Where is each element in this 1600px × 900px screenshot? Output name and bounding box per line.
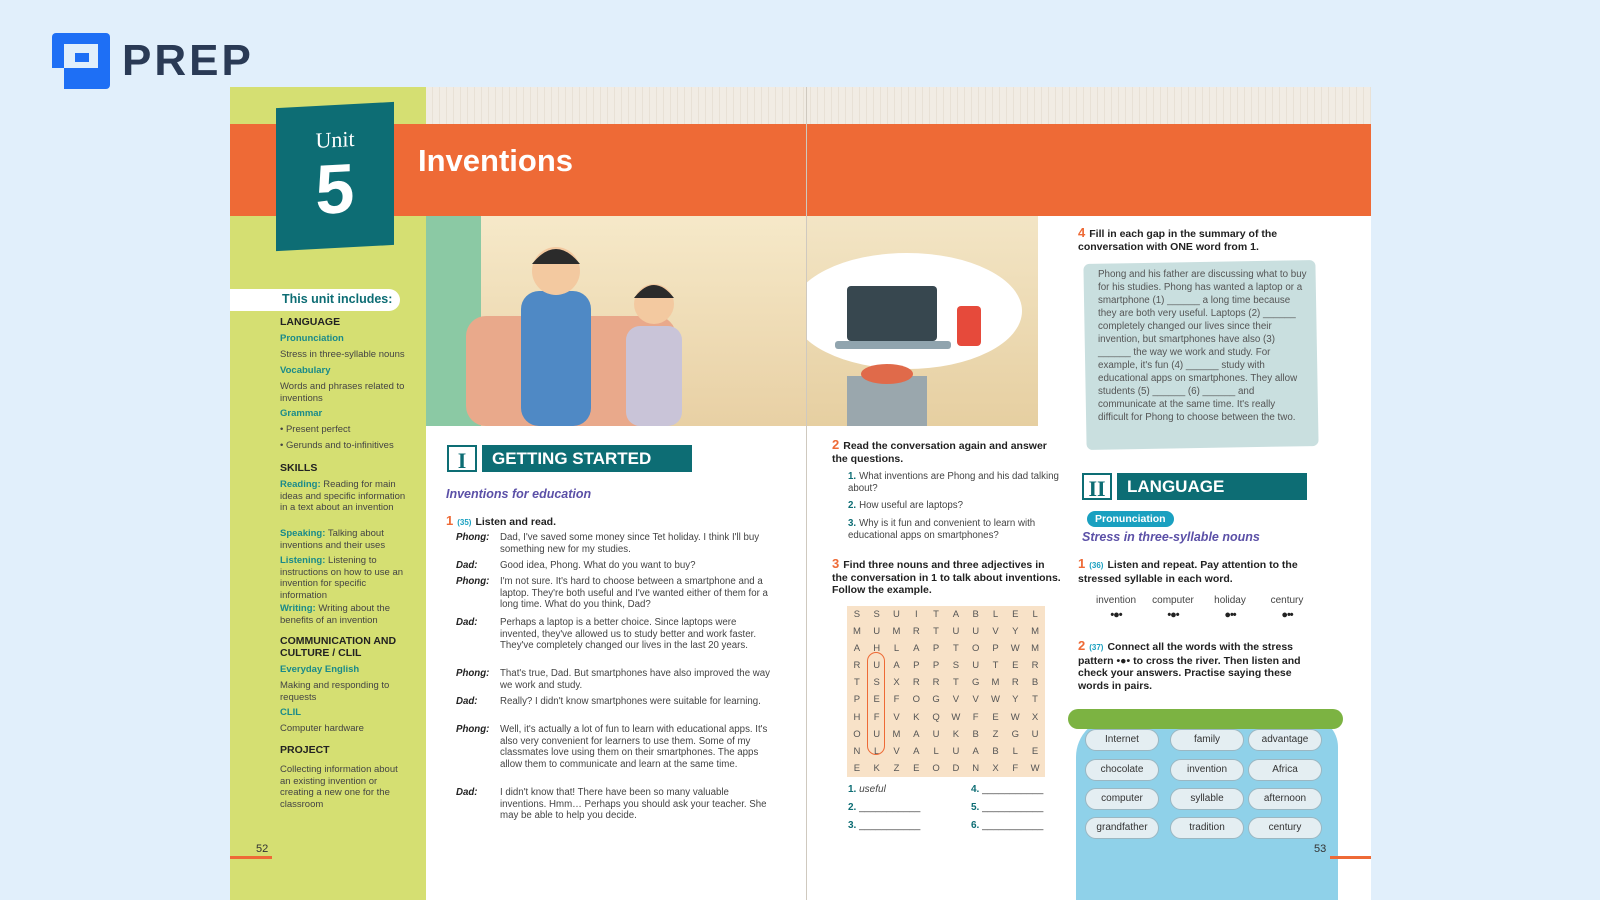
question-3-text: Why is it fun and convenient to learn with educational apps on smartphones? bbox=[848, 518, 1036, 541]
pronunciation-subtitle: Stress in three-syllable nouns bbox=[1082, 530, 1260, 544]
word-search-cell[interactable]: U bbox=[873, 728, 881, 740]
illustration-thought-bubble bbox=[807, 216, 1038, 426]
answer-4-blank[interactable]: ___________ bbox=[982, 784, 1044, 795]
dialogue-line: Well, it's actually a lot of fun to learn with educational apps. It's also very convenient for learners to use them. Some of my classmates love using them on their smartphones. The apps allow them to communicate and learn at the same time. bbox=[500, 724, 768, 770]
word-search-cell[interactable]: V bbox=[893, 745, 900, 757]
word-search-cell[interactable]: V bbox=[992, 626, 999, 638]
sidebar-grammar-item-1: • Present perfect bbox=[280, 424, 351, 435]
word-search-cell[interactable]: R bbox=[912, 677, 920, 689]
dialogue-line: I'm not sure. It's hard to choose between a smartphone and a laptop. They're both useful and I've wanted either of them for a long time. What do you think, Dad? bbox=[500, 576, 768, 611]
word-search-cell[interactable]: R bbox=[1011, 677, 1019, 689]
dialogue-speaker: Phong: bbox=[456, 724, 490, 735]
word-search-cell[interactable]: T bbox=[853, 677, 860, 689]
dialogue-speaker: Phong: bbox=[456, 576, 490, 587]
section-roman-2: II bbox=[1082, 473, 1112, 500]
word-search-cell[interactable]: G bbox=[1011, 728, 1019, 740]
word-search-cell[interactable]: K bbox=[873, 762, 880, 774]
unit-badge bbox=[276, 102, 394, 251]
word-search-cell[interactable]: F bbox=[1012, 762, 1019, 774]
word-search-cell[interactable]: N bbox=[972, 762, 980, 774]
dialogue-speaker: Dad: bbox=[456, 696, 478, 707]
exercise-4-number: 4 bbox=[1078, 225, 1086, 240]
word-search-cell[interactable]: W bbox=[1010, 643, 1020, 655]
sidebar-communication-heading: COMMUNICATION AND CULTURE / CLIL bbox=[280, 635, 397, 659]
river-word-stone[interactable]: grandfather bbox=[1085, 817, 1159, 839]
answer-4-number: 4. bbox=[971, 784, 980, 795]
laptop-phone-bubble bbox=[807, 216, 1038, 426]
dialogue-speaker: Phong: bbox=[456, 668, 490, 679]
word-search-cell[interactable]: E bbox=[1031, 745, 1039, 757]
word-search-cell[interactable]: U bbox=[893, 609, 900, 620]
listening-text: Listening to instructions on how to use an invention for specific information bbox=[280, 555, 404, 601]
language-exercise-2-number: 2 bbox=[1078, 638, 1086, 653]
exercise-3-instruction bbox=[832, 558, 1062, 597]
word-search-cell[interactable]: H bbox=[873, 643, 881, 655]
page-number-left-underline bbox=[230, 856, 272, 859]
page-number-left: 52 bbox=[256, 843, 269, 855]
answer-5[interactable] bbox=[971, 802, 1043, 813]
section-roman-1: I bbox=[447, 445, 477, 472]
word-search-cell[interactable]: V bbox=[952, 694, 960, 706]
smartphone-icon bbox=[957, 306, 981, 346]
word-search-cell[interactable]: M bbox=[1031, 643, 1040, 655]
word-search-cell[interactable]: R bbox=[853, 660, 861, 672]
word-search-cell[interactable]: U bbox=[1031, 728, 1039, 740]
answer-3-number: 3. bbox=[848, 820, 857, 831]
word-search-cell[interactable]: P bbox=[992, 643, 999, 655]
language-exercise-1-number: 1 bbox=[1078, 556, 1086, 571]
word-search-cell[interactable]: M bbox=[892, 728, 901, 740]
word-search-cell[interactable]: W bbox=[951, 711, 961, 723]
laptop-icon bbox=[847, 286, 937, 341]
language-exercise-1-instruction bbox=[1078, 558, 1314, 585]
word-search-cell[interactable]: S bbox=[873, 677, 880, 689]
dialogue-speaker: Dad: bbox=[456, 560, 478, 571]
question-2-number: 2. bbox=[848, 500, 857, 511]
laptop-base bbox=[835, 341, 951, 349]
word-search-cell[interactable]: R bbox=[1031, 660, 1039, 672]
question-2 bbox=[848, 500, 1070, 512]
word-search-cell[interactable]: T bbox=[1032, 694, 1038, 706]
word-search-cell[interactable]: T bbox=[933, 609, 939, 620]
word-search-cell[interactable]: A bbox=[893, 660, 900, 672]
answer-3[interactable] bbox=[848, 820, 920, 831]
word-search-cell[interactable]: L bbox=[893, 643, 900, 655]
page-gutter bbox=[806, 87, 807, 900]
word-search-cell[interactable]: E bbox=[992, 711, 999, 723]
exercise-3-text: Find three nouns and three adjectives in the conversation in 1 to talk about inventions. Follow the example. bbox=[832, 559, 1061, 596]
sidebar-pronunciation-text: Stress in three-syllable nouns bbox=[280, 349, 405, 360]
word-search-cell[interactable]: E bbox=[1012, 660, 1019, 672]
exercise-2-number: 2 bbox=[832, 437, 840, 452]
river-word-stone[interactable]: invention bbox=[1170, 759, 1244, 781]
word-search-cell[interactable]: O bbox=[853, 728, 861, 740]
question-2-text: How useful are laptops? bbox=[859, 500, 964, 511]
word-search-cell[interactable]: S bbox=[952, 660, 960, 672]
word-search-cell[interactable]: Z bbox=[992, 728, 999, 740]
audio-track-37[interactable]: (37) bbox=[1089, 643, 1104, 652]
stress-word: holiday bbox=[1214, 595, 1246, 606]
exercise-1-text: Listen and read. bbox=[475, 516, 556, 528]
word-search-cell[interactable]: T bbox=[952, 643, 959, 655]
word-search-cell[interactable]: U bbox=[932, 728, 940, 740]
sidebar-everyday-heading: Everyday English bbox=[280, 664, 360, 675]
word-search-cell[interactable]: X bbox=[893, 677, 900, 689]
word-search-cell[interactable]: Y bbox=[1012, 694, 1019, 706]
word-search-cell[interactable]: H bbox=[853, 711, 861, 723]
word-search-cell[interactable]: F bbox=[873, 711, 880, 723]
river-word-stone[interactable]: advantage bbox=[1248, 729, 1322, 751]
word-search-cell[interactable]: V bbox=[972, 694, 979, 706]
prep-logo[interactable] bbox=[52, 33, 254, 89]
answer-4[interactable] bbox=[971, 784, 1043, 795]
sidebar-project-text: Collecting information about an existing invention or creating a new one for the classroom bbox=[280, 764, 398, 810]
word-search-cell[interactable]: E bbox=[913, 762, 920, 774]
word-search-cell[interactable]: B bbox=[972, 609, 979, 620]
word-search-cell[interactable]: Q bbox=[932, 711, 940, 723]
word-search-cell[interactable]: A bbox=[972, 745, 979, 757]
word-search-cell[interactable]: M bbox=[892, 626, 901, 638]
word-search-cell[interactable]: I bbox=[914, 609, 918, 620]
word-search-cell[interactable]: B bbox=[972, 728, 979, 740]
language-exercise-2-text: Connect all the words with the stress pattern •●• to cross the river. Then listen and check your answers. Practise saying these words in pairs. bbox=[1078, 641, 1301, 692]
dialogue-speaker: Dad: bbox=[456, 617, 478, 628]
word-search-cell[interactable]: Y bbox=[1012, 626, 1019, 638]
word-search-cell[interactable]: L bbox=[1032, 609, 1038, 620]
exercise-2-instruction bbox=[832, 439, 1062, 465]
telephone-icon bbox=[861, 364, 913, 384]
top-strip bbox=[426, 87, 1371, 125]
word-search-cell[interactable]: U bbox=[972, 660, 980, 672]
word-search-cell[interactable]: G bbox=[972, 677, 980, 689]
river-word-stone[interactable]: tradition bbox=[1170, 817, 1244, 839]
river-word-stone[interactable]: Internet bbox=[1085, 729, 1159, 751]
dad-figure bbox=[521, 291, 591, 426]
exercise-4-instruction bbox=[1078, 227, 1314, 253]
question-1-number: 1. bbox=[848, 471, 857, 482]
getting-started-subtitle: Inventions for education bbox=[446, 487, 592, 501]
unit-number: 5 bbox=[315, 148, 355, 230]
dialogue-line: I didn't know that! There have been so many valuable inventions. Hmm… Perhaps you should ask your teacher. She may be able to help you decide. bbox=[500, 787, 767, 822]
pronunciation-badge: Pronunciation bbox=[1087, 511, 1174, 527]
sidebar-grammar-item-2: • Gerunds and to-infinitives bbox=[280, 440, 394, 451]
word-search-cell[interactable]: L bbox=[874, 745, 880, 757]
word-search-cell[interactable]: O bbox=[972, 643, 980, 655]
sidebar-everyday-text: Making and responding to requests bbox=[280, 680, 390, 703]
answer-3-blank[interactable]: ___________ bbox=[859, 820, 921, 831]
sidebar-clil-heading: CLIL bbox=[280, 707, 302, 718]
word-search-cell[interactable]: L bbox=[1012, 745, 1018, 757]
son-hair bbox=[634, 285, 674, 298]
illustration-living-room bbox=[426, 216, 806, 426]
word-search-cell[interactable]: Z bbox=[893, 762, 900, 774]
word-search-cell[interactable]: P bbox=[932, 660, 940, 672]
word-search-cell[interactable]: U bbox=[952, 626, 960, 638]
writing-label: Writing: bbox=[280, 603, 316, 614]
answer-1-number: 1. bbox=[848, 784, 857, 795]
father-son-illustration bbox=[426, 216, 806, 426]
textbook-spread bbox=[230, 87, 1371, 900]
dad-hair bbox=[532, 249, 580, 264]
word-search-cell[interactable]: M bbox=[991, 677, 1000, 689]
sidebar-grammar-heading: Grammar bbox=[280, 408, 323, 419]
audio-track-35[interactable]: (35) bbox=[457, 518, 472, 527]
reading-text: Reading for main ideas and specific information in a text about an invention bbox=[280, 479, 406, 513]
language-exercise-1-text: Listen and repeat. Pay attention to the stressed syllable in each word. bbox=[1078, 559, 1298, 585]
sidebar-speaking bbox=[280, 528, 410, 551]
word-search-cell[interactable]: W bbox=[1010, 711, 1020, 723]
sidebar-reading bbox=[280, 479, 410, 514]
writing-text: Writing about the benefits of an invention bbox=[280, 603, 391, 626]
dialogue-line: Perhaps a laptop is a better choice. Since laptops were invented, they've allowed us to study better and work faster. They've completely changed our lives in the last 20 years. bbox=[500, 617, 757, 652]
word-search-cell[interactable]: E bbox=[873, 694, 880, 706]
word-search-cell[interactable]: P bbox=[932, 643, 940, 655]
word-search-cell[interactable]: G bbox=[932, 694, 940, 706]
title-band bbox=[230, 124, 1371, 216]
word-search-cell[interactable]: L bbox=[992, 609, 999, 620]
question-3 bbox=[848, 518, 1070, 541]
answer-5-number: 5. bbox=[971, 802, 980, 813]
unit-label: Unit bbox=[315, 125, 355, 154]
exercise-2-text: Read the conversation again and answer the questions. bbox=[832, 440, 1047, 465]
unit-title: Inventions bbox=[418, 143, 574, 178]
word-search-cell[interactable]: P bbox=[853, 694, 861, 706]
prep-logo-text: PREP bbox=[122, 36, 254, 85]
sidebar-vocabulary-text: Words and phrases related to inventions bbox=[280, 381, 405, 404]
stress-pattern: ●•• bbox=[1224, 609, 1236, 621]
page-number-right: 53 bbox=[1314, 843, 1327, 855]
answer-5-blank[interactable]: ___________ bbox=[982, 802, 1044, 813]
river-word-stone[interactable]: century bbox=[1248, 817, 1322, 839]
son-figure bbox=[626, 326, 682, 426]
word-search-cell[interactable]: B bbox=[992, 745, 999, 757]
answer-2-number: 2. bbox=[848, 802, 857, 813]
stress-pattern: •●• bbox=[1110, 609, 1122, 621]
stress-word: century bbox=[1270, 595, 1304, 606]
river-word-stone[interactable]: afternoon bbox=[1248, 788, 1322, 810]
language-exercise-2-instruction bbox=[1078, 640, 1314, 692]
word-search-cell[interactable]: M bbox=[1031, 626, 1040, 638]
section-language bbox=[1082, 473, 1307, 500]
word-search-cell[interactable]: S bbox=[873, 609, 880, 620]
exercise-1-instruction bbox=[446, 515, 556, 530]
summary-text: Phong and his father are discussing what to buy for his studies. Phong has wanted a laptop or a smartphone (1) ______ a long time because they are both very useful. Laptops (2) ______ completely changed our lives since their invention, but smartphones have also (3) ______ the way we work and study. For example, it's fun (4) ______ study with educational apps on smartphones. They allow students (5) ______ (6) ______ and communicate at the same time. It's really difficult for Phong to choose between the two. bbox=[1098, 269, 1307, 423]
word-search-cell[interactable]: M bbox=[852, 626, 861, 638]
answer-1-text: useful bbox=[859, 784, 886, 795]
word-search-cell[interactable]: D bbox=[952, 762, 960, 774]
river-word-stone[interactable]: computer bbox=[1085, 788, 1159, 810]
word-search-cell[interactable]: U bbox=[952, 745, 960, 757]
word-search-cell[interactable]: N bbox=[853, 745, 861, 757]
word-search-cell[interactable]: L bbox=[933, 745, 939, 757]
river-word-stone[interactable]: family bbox=[1170, 729, 1244, 751]
question-1 bbox=[848, 471, 1070, 494]
answer-6-number: 6. bbox=[971, 820, 980, 831]
answer-2[interactable] bbox=[848, 802, 920, 813]
dialogue-line: Really? I didn't know smartphones were suitable for learning. bbox=[500, 696, 761, 707]
answer-6[interactable] bbox=[971, 820, 1043, 831]
example-answer-circle bbox=[867, 652, 885, 755]
exercise-1-number: 1 bbox=[446, 513, 454, 528]
exercise-4-text: Fill in each gap in the summary of the conversation with ONE word from 1. bbox=[1078, 228, 1278, 253]
section-title-getting-started: GETTING STARTED bbox=[482, 445, 692, 472]
listening-label: Listening: bbox=[280, 555, 326, 566]
audio-track-36[interactable]: (36) bbox=[1089, 561, 1104, 570]
sidebar-listening bbox=[280, 555, 410, 601]
word-search-cell[interactable]: K bbox=[952, 728, 960, 740]
sidebar-language-heading: LANGUAGE bbox=[280, 316, 341, 328]
word-search-cell[interactable]: P bbox=[913, 660, 920, 672]
page-number-right-underline bbox=[1330, 856, 1371, 859]
word-search-cell[interactable]: B bbox=[1031, 677, 1039, 689]
word-search-cell[interactable]: T bbox=[992, 660, 999, 672]
sidebar-vocabulary-heading: Vocabulary bbox=[280, 365, 331, 376]
word-search-cell[interactable]: O bbox=[932, 762, 940, 774]
word-search-cell[interactable]: R bbox=[912, 626, 920, 638]
stress-pattern: ●•• bbox=[1281, 609, 1293, 621]
sidebar-clil-text: Computer hardware bbox=[280, 723, 364, 734]
prep-logo-icon bbox=[52, 33, 110, 89]
sidebar-writing bbox=[280, 603, 410, 626]
word-search-cell[interactable]: F bbox=[972, 711, 979, 723]
word-search-cell[interactable]: A bbox=[913, 745, 920, 757]
word-search-cell[interactable]: T bbox=[933, 626, 939, 638]
word-search-cell[interactable]: U bbox=[873, 626, 881, 638]
word-search-cell[interactable]: T bbox=[952, 677, 959, 689]
dialogue-line: Good idea, Phong. What do you want to buy? bbox=[500, 560, 696, 571]
sidebar-project-heading: PROJECT bbox=[280, 744, 330, 756]
exercise-3-number: 3 bbox=[832, 556, 840, 571]
includes-title: This unit includes: bbox=[282, 292, 393, 306]
river-word-stone[interactable]: chocolate bbox=[1085, 759, 1159, 781]
word-search-cell[interactable]: A bbox=[853, 643, 861, 655]
word-search-cell[interactable]: A bbox=[913, 643, 920, 655]
word-search-cell[interactable]: V bbox=[893, 711, 900, 723]
stress-pattern: •●• bbox=[1167, 609, 1179, 621]
answer-6-blank[interactable]: ___________ bbox=[982, 820, 1044, 831]
section-title-language: LANGUAGE bbox=[1117, 473, 1307, 500]
dialogue-line: Dad, I've saved some money since Tet holiday. I think I'll buy something new for my studies. bbox=[500, 532, 760, 555]
stress-word: computer bbox=[1152, 595, 1194, 606]
question-1-text: What inventions are Phong and his dad talking about? bbox=[848, 471, 1059, 494]
word-search-cell[interactable]: E bbox=[1012, 609, 1019, 620]
word-search-cell[interactable]: X bbox=[992, 762, 999, 774]
word-search-cell[interactable]: A bbox=[913, 728, 920, 740]
dialogue-line: That's true, Dad. But smartphones have also improved the way we work and study. bbox=[500, 668, 771, 691]
word-search-cell[interactable]: U bbox=[873, 660, 881, 672]
river-word-stone[interactable]: Africa bbox=[1248, 759, 1322, 781]
word-search-cell[interactable]: R bbox=[932, 677, 940, 689]
word-search-cell[interactable]: W bbox=[1030, 762, 1040, 774]
river-word-stone[interactable]: syllable bbox=[1170, 788, 1244, 810]
question-3-number: 3. bbox=[848, 518, 857, 529]
stress-word: invention bbox=[1095, 595, 1137, 606]
word-search-cell[interactable]: X bbox=[1031, 711, 1039, 723]
word-search-cell[interactable]: F bbox=[893, 694, 900, 706]
answer-2-blank[interactable]: ___________ bbox=[859, 802, 921, 813]
word-search-cell[interactable]: W bbox=[991, 694, 1000, 706]
dialogue-speaker: Phong: bbox=[456, 532, 490, 543]
speaking-text: Talking about inventions and their uses bbox=[280, 528, 386, 551]
reading-label: Reading: bbox=[280, 479, 321, 490]
sidebar-skills-heading: SKILLS bbox=[280, 462, 318, 474]
word-search-cell[interactable]: K bbox=[913, 711, 920, 723]
word-search-cell[interactable]: A bbox=[952, 609, 960, 620]
word-search-cell[interactable]: E bbox=[853, 762, 861, 774]
river-bank bbox=[1068, 709, 1343, 729]
speaking-label: Speaking: bbox=[280, 528, 326, 539]
sidebar-pronunciation-heading: Pronunciation bbox=[280, 333, 344, 344]
word-search-cell[interactable]: O bbox=[912, 694, 920, 706]
word-search-cell[interactable]: U bbox=[972, 626, 980, 638]
section-getting-started bbox=[447, 445, 692, 472]
answer-1 bbox=[848, 784, 886, 795]
dialogue-speaker: Dad: bbox=[456, 787, 478, 798]
word-search-cell[interactable]: S bbox=[853, 609, 861, 620]
